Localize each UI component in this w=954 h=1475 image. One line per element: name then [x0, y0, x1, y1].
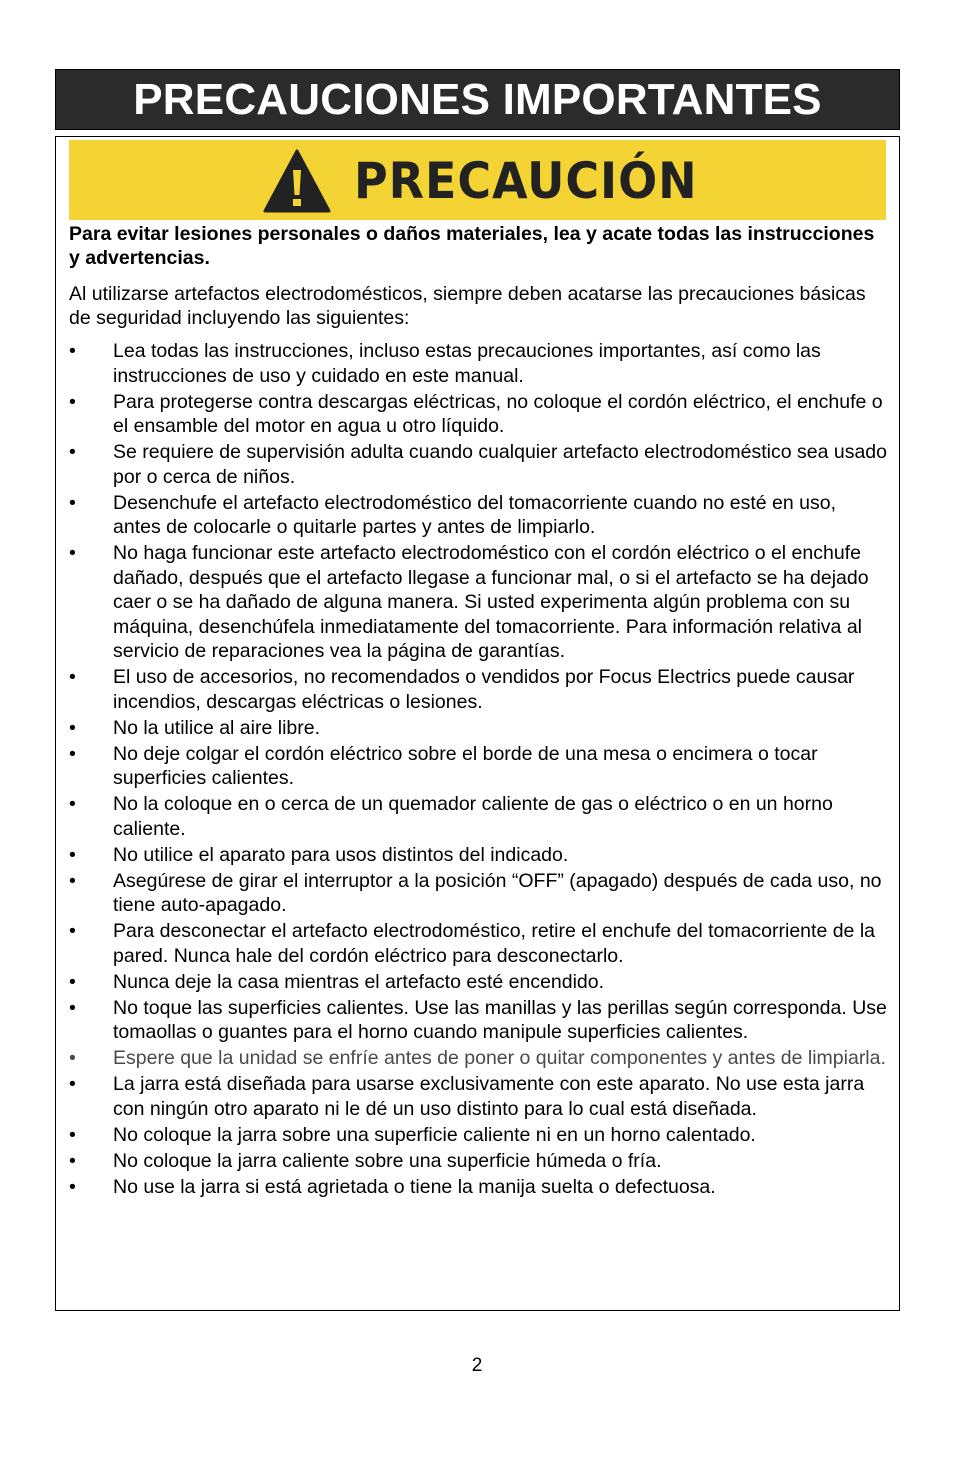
page-title: PRECAUCIONES IMPORTANTES: [133, 75, 822, 124]
bullet-icon: •: [69, 390, 76, 413]
list-item: [69, 1072, 887, 1121]
bullet-icon: •: [69, 1149, 76, 1172]
bullet-icon: •: [69, 340, 76, 362]
list-item: [69, 716, 887, 741]
list-item-text: Lea todas las instrucciones, incluso estas precauciones importantes, así como las instrucciones de uso y cuidado en este manual.: [113, 340, 821, 387]
bullet-icon: •: [69, 996, 76, 1019]
list-item: [69, 742, 887, 791]
list-item: [69, 919, 887, 968]
list-item-text: No toque las superficies calientes. Use las manillas y las perillas según corresponda. Use tomaollas o guantes para el horno cuando manipule superficies calientes.: [113, 996, 887, 1043]
bullet-icon: •: [69, 970, 76, 993]
list-item: [69, 1175, 887, 1200]
list-item-text: Nunca deje la casa mientras el artefacto esté encendido.: [113, 970, 605, 993]
list-item-text: No la utilice al aire libre.: [113, 716, 321, 739]
list-item-text: La jarra está diseñada para usarse exclusivamente con este aparato. No use esta jarra con ningún otro aparato ni le dé un uso distinto para lo cual está diseñada.: [113, 1073, 865, 1120]
list-item-text: No deje colgar el cordón eléctrico sobre el borde de una mesa o encimera o tocar superficies calientes.: [113, 742, 818, 789]
list-item: [69, 970, 887, 995]
list-item: [69, 491, 887, 540]
caution-banner: [69, 140, 886, 220]
list-item-text: No coloque la jarra caliente sobre una superficie húmeda o fría.: [113, 1149, 662, 1172]
precautions-list: [69, 339, 887, 1201]
bullet-icon: •: [69, 491, 76, 514]
bullet-icon: •: [69, 716, 76, 739]
bullet-icon: •: [69, 869, 76, 892]
list-item-text: Desenchufe el artefacto electrodoméstico del tomacorriente cuando no esté en uso, antes de colocarle o quitarle partes y antes de limpiarlo.: [113, 491, 837, 538]
list-item: [69, 390, 887, 439]
bullet-icon: •: [69, 666, 76, 688]
list-item: [69, 440, 887, 489]
list-item: [69, 1149, 887, 1174]
list-item-text: Para protegerse contra descargas eléctricas, no coloque el cordón eléctrico, el enchufe o el ensamble del motor en agua u otro líquido.: [113, 390, 883, 437]
header-bar: [55, 69, 900, 130]
bullet-icon: •: [69, 1175, 76, 1198]
list-item: [69, 1123, 887, 1148]
list-item-text: Se requiere de supervisión adulta cuando cualquier artefacto electrodoméstico sea usado por o cerca de niños.: [113, 441, 887, 488]
bullet-icon: •: [69, 1123, 76, 1146]
list-item-text: Espere que la unidad se enfríe antes de poner o quitar componentes y antes de limpiarla.: [113, 1047, 886, 1069]
list-item-text: No coloque la jarra sobre una superficie caliente ni en un horno calentado.: [113, 1123, 756, 1146]
list-item: [69, 1046, 887, 1071]
list-item: [69, 869, 887, 918]
intro-text: Al utilizarse artefactos electrodomésticos, siempre deben acatarse las precauciones básicas de seguridad incluyendo las siguientes:: [69, 283, 866, 329]
bullet-icon: •: [69, 742, 76, 765]
list-item-text: No use la jarra si está agrietada o tiene la manija suelta o defectuosa.: [113, 1175, 716, 1198]
list-item: [69, 541, 887, 664]
list-item: [69, 996, 887, 1045]
bullet-icon: •: [69, 843, 76, 866]
list-item-text: El uso de accesorios, no recomendados o vendidos por Focus Electrics puede causar incendios, descargas eléctricas o lesiones.: [113, 666, 855, 713]
bullet-icon: •: [69, 793, 76, 815]
bullet-icon: •: [69, 441, 76, 463]
intro-warning: Para evitar lesiones personales o daños materiales, lea y acate todas las instrucciones y advertencias.: [69, 223, 875, 269]
list-item-text: No la coloque en o cerca de un quemador caliente de gas o eléctrico o en un horno caliente.: [113, 793, 833, 840]
bullet-icon: •: [69, 1047, 76, 1069]
list-item: [69, 843, 887, 868]
warning-triangle-icon: [262, 148, 332, 214]
list-item: [69, 339, 887, 388]
list-item: [69, 665, 887, 714]
precautions-box: [55, 136, 900, 1311]
bullet-icon: •: [69, 920, 76, 942]
bullet-icon: •: [69, 542, 76, 564]
page-number: 2: [471, 1355, 483, 1376]
list-item-text: Asegúrese de girar el interruptor a la posición “OFF” (apagado) después de cada uso, no tiene auto-apagado.: [113, 869, 882, 916]
list-item-text: No haga funcionar este artefacto electrodoméstico con el cordón eléctrico o el enchufe dañado, después que el artefacto llegase a funcionar mal, o si el artefacto se ha dejado caer o se ha dañado de alguna manera. Si usted experimenta algún problema con su máquina, desenchúfela inmediatamente del tomacorriente. Para información relativa al servicio de reparaciones vea la página de garantías.: [113, 542, 869, 662]
bullet-icon: •: [69, 1073, 76, 1095]
caution-label: PRECAUCIÓN: [354, 152, 698, 210]
list-item: [69, 792, 887, 841]
list-item-text: No utilice el aparato para usos distintos del indicado.: [113, 843, 569, 866]
list-item-text: Para desconectar el artefacto electrodoméstico, retire el enchufe del tomacorriente de la pared. Nunca hale del cordón eléctrico para desconectarlo.: [113, 920, 875, 967]
